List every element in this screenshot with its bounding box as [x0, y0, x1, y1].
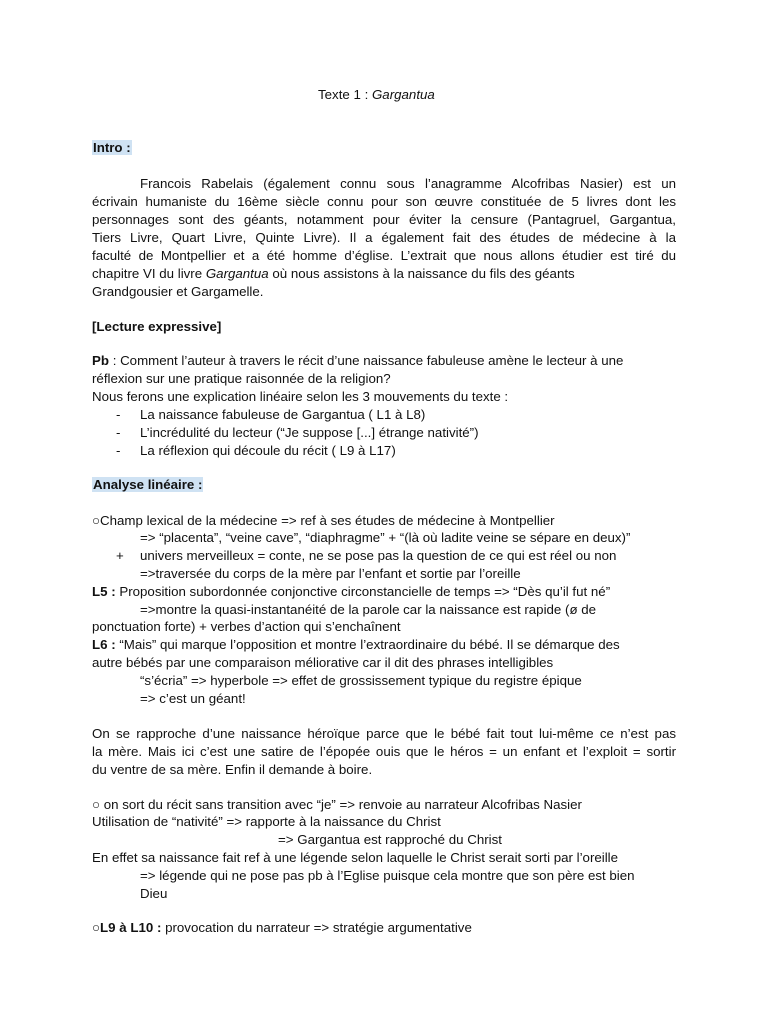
analyse-s2-line-2: Utilisation de “nativité” => rapporte à la naissance du Christ: [92, 814, 441, 829]
l6-line: [92, 636, 620, 654]
l5-line-a: =>montre la quasi-instantanéité de la parole car la naissance est rapide (ø de: [140, 602, 597, 617]
intro-work-title: Gargantua: [205, 266, 269, 281]
movement-item-2: L’incrédulité du lecteur (“Je suppose [...] étrange nativité”): [140, 425, 479, 440]
intro-line-3: personnages sont des géants, notamment pour éviter la censure (Pantagruel, Gargantua,: [92, 212, 676, 227]
lecture-heading: [Lecture expressive]: [92, 319, 222, 334]
analyse-s2-line-1: ○ on sort du récit sans transition avec “je” => renvoie au narrateur Alcofribas Nasier: [92, 797, 582, 812]
movement-item-1: La naissance fabuleuse de Gargantua ( L1 à L8): [140, 407, 426, 422]
analyse-heading-line: [92, 476, 203, 494]
intro-line-1: Francois Rabelais (également connu sous l’anagramme Alcofribas Nasier) est un: [140, 176, 676, 191]
s3-label: L9 à L10 :: [100, 920, 162, 935]
plus-bullet: +: [116, 548, 124, 563]
analyse-s2-line-6: Dieu: [140, 886, 168, 901]
intro-line-6-b: où nous assistons à la naissance du fils des géants: [268, 266, 575, 281]
l6-text: “Mais” qui marque l’opposition et montre l’extraordinaire du bébé. Il se démarque des: [115, 637, 620, 652]
l6-line-b: autre bébés par une comparaison méliorative car il dit des phrases intelligibles: [92, 655, 554, 670]
analyse-s1-line-1: ○Champ lexical de la médecine => ref à ses études de médecine à Montpellier: [92, 513, 555, 528]
pb-line-1: [92, 352, 623, 370]
circle-bullet: ○: [92, 920, 101, 935]
pb-line-3: Nous ferons une explication linéaire selon les 3 mouvements du texte :: [92, 389, 509, 404]
title-prefix: Texte 1 :: [318, 87, 372, 102]
pb-line-2: réflexion sur une pratique raisonnée de la religion?: [92, 371, 391, 386]
analyse-s2-line-3: => Gargantua est rapproché du Christ: [278, 832, 502, 847]
analyse-heading: Analyse linéaire :: [93, 477, 203, 492]
l5-line: [92, 583, 610, 601]
intro-heading-line: [92, 139, 132, 157]
intro-line-2: écrivain humaniste du 16ème siècle connu pour son œuvre constituée de 5 livres dont les: [92, 194, 676, 209]
l6-line-d: => c’est un géant!: [140, 691, 246, 706]
intro-line-6: [92, 265, 575, 283]
bullet-dash: -: [116, 443, 121, 458]
movement-item-3: La réflexion qui découle du récit ( L9 à L17): [140, 443, 396, 458]
intro-line-6-a: chapitre VI du livre: [92, 266, 206, 281]
pb-label: Pb: [92, 353, 109, 368]
intro-line-4: Tiers Livre, Quart Livre, Quinte Livre). Il a également fait des études de médecine à la: [92, 230, 676, 245]
analyse-s1-plus: univers merveilleux = conte, ne se pose pas la question de ce qui est réel ou non: [140, 548, 617, 563]
l6-label: L6 :: [92, 637, 116, 652]
intro-line-5: faculté de Montpellier et a été homme d’église. L’extrait que nous allons étudier est tiré du: [92, 248, 676, 263]
analyse-s1-end: =>traversée du corps de la mère par l’enfant et sortie par l’oreille: [140, 566, 521, 581]
bullet-dash: -: [116, 425, 121, 440]
analyse-s2-line-5: => légende qui ne pose pas pb à l’Eglise puisque cela montre que son père est bien: [140, 868, 635, 883]
intro-line-7: Grandgousier et Gargamelle.: [92, 284, 264, 299]
s3-text: provocation du narrateur => stratégie argumentative: [161, 920, 472, 935]
para-line-3: du ventre de sa mère. Enfin il demande à boire.: [92, 762, 373, 777]
analyse-s2-line-4: En effet sa naissance fait ref à une légende selon laquelle le Christ serait sorti par l’oreille: [92, 850, 619, 865]
intro-heading: Intro :: [93, 140, 131, 155]
bullet-dash: -: [116, 407, 121, 422]
l5-text: Proposition subordonnée conjonctive circonstancielle de temps => “Dès qu’il fut né”: [115, 584, 611, 599]
page-title: [318, 86, 435, 104]
para-line-2: la mère. Mais ici c’est une satire de l’épopée ouis que le héros = un enfant et l’exploit = sortir: [92, 744, 676, 759]
l6-line-c: “s’écria” => hyperbole => effet de grossissement typique du registre épique: [140, 673, 582, 688]
pb-question: : Comment l’auteur à travers le récit d’une naissance fabuleuse amène le lecteur à une: [109, 353, 624, 368]
analyse-s1-line-2: => “placenta”, “veine cave”, “diaphragme” + “(là où ladite veine se sépare en deux)”: [140, 530, 631, 545]
para-line-1: On se rapproche d’une naissance héroïque parce que le bébé fait tout lui-même ce n’est pas: [92, 726, 676, 741]
l5-label: L5 :: [92, 584, 116, 599]
analyse-s3-line: [92, 919, 472, 937]
title-work: Gargantua: [371, 87, 435, 102]
l5-line-b: ponctuation forte) + verbes d’action qui s’enchaînent: [92, 619, 401, 634]
